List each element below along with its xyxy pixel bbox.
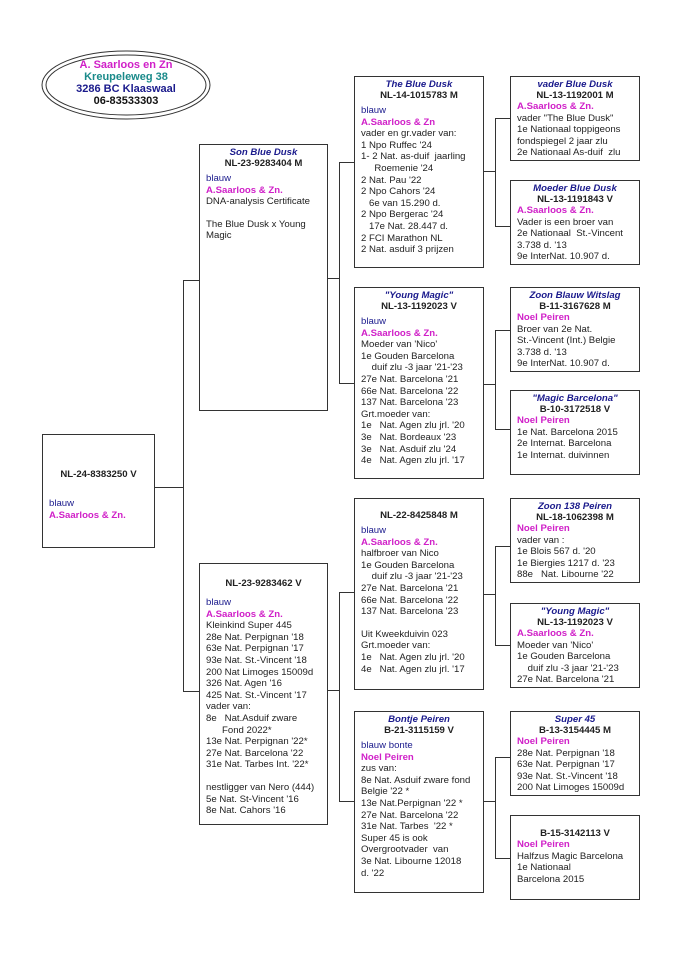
pigeon-info-line: 8e Nat. Cahors '16 [206, 805, 286, 817]
pigeon-ring-number: NL-13-1192023 V [381, 301, 457, 312]
pigeon-card-mf [354, 498, 484, 690]
pigeon-info-line: Halfzus Magic Barcelona [517, 850, 624, 862]
connector [339, 592, 340, 802]
pigeon-owner: A.Saarloos & Zn. [517, 205, 594, 216]
pigeon-info-line: 2 Npo Cahors '24 [361, 186, 436, 198]
pigeon-info-line: 93e Nat. St.-Vincent '18 [206, 654, 307, 666]
pigeon-info-line: duif zlu -3 jaar '21-'23 [361, 571, 463, 583]
pigeon-color: blauw [361, 525, 387, 536]
pigeon-info-line: 63e Nat. Perpignan '17 [206, 643, 304, 655]
pigeon-color: blauw [206, 597, 232, 608]
pigeon-owner: Noel Peiren [517, 312, 570, 323]
pigeon-card-fm [354, 287, 484, 479]
breeder-phone: 06-83533303 [93, 95, 159, 107]
pigeon-ring-number: NL-13-1192023 V [537, 617, 613, 628]
pigeon-name: The Blue Dusk [385, 79, 453, 90]
pigeon-info-line: vader "The Blue Dusk" [517, 112, 614, 124]
pigeon-ring-number: B-13-3154445 M [539, 725, 611, 736]
pigeon-owner: A.Saarloos & Zn. [361, 327, 438, 339]
pigeon-info-line: Barcelona 2015 [517, 873, 585, 885]
pigeon-info-line: 2 FCI Marathon NL [361, 232, 443, 244]
pigeon-info-line: 4e Nat. Agen zlu jrl. '17 [361, 455, 465, 467]
pigeon-info-line: 425 Nat. St.-Vincent '17 [206, 689, 307, 701]
pigeon-color: blauw [49, 498, 75, 509]
pigeon-info-line: 27e Nat. Barcelona '21 [361, 373, 459, 385]
pigeon-ring-number: NL-23-9283404 M [224, 158, 303, 169]
pigeon-info-line: 5e Nat. St-Vincent '16 [206, 793, 299, 805]
pigeon-name: Son Blue Dusk [229, 147, 298, 158]
pigeon-ring-number: B-21-3115159 V [384, 725, 454, 736]
pigeon-card-ff [354, 76, 484, 268]
pigeon-color: blauw bonte [361, 740, 413, 751]
pigeon-info-line: duif zlu -3 jaar '21-'23 [517, 662, 619, 674]
pigeon-info-line: 13e Nat. Perpignan '22* [206, 736, 308, 748]
pigeon-color: blauw [361, 316, 387, 327]
breeder-city: 3286 BC Klaaswaal [76, 83, 176, 95]
pigeon-info-line: 1 Npo Ruffec '24 [361, 139, 432, 151]
pigeon-info-line: 27e Nat. Barcelona '22 [361, 809, 459, 821]
pigeon-owner: A.Saarloos & Zn. [206, 608, 283, 620]
pigeon-name: "Magic Barcelona" [532, 393, 618, 404]
pigeon-info-line: 1e Nat. Barcelona 2015 [517, 426, 618, 438]
pigeon-owner: A.Saarloos & Zn. [49, 509, 126, 521]
connector [495, 757, 496, 859]
pigeon-info-line: 93e Nat. St.-Vincent '18 [517, 770, 618, 782]
pigeon-card-ffm [510, 180, 640, 265]
pigeon-info-line: 8e Nat. Asduif zware fond [361, 774, 471, 786]
pigeon-info-line: DNA-analysis Certificate [206, 196, 310, 208]
connector [183, 691, 199, 692]
pigeon-info-line: 13e Nat.Perpignan '22 * [361, 797, 463, 809]
pigeon-info-line: 66e Nat. Barcelona '22 [361, 594, 459, 606]
breeder-name: A. Saarloos en Zn [79, 59, 173, 71]
pigeon-card-mother [199, 563, 328, 825]
pigeon-info-line: Belgie '22 * [361, 786, 410, 798]
pigeon-ring-number: NL-18-1062398 M [536, 512, 614, 523]
pigeon-info-line: 2e Nationaal As-duif zlu [517, 147, 621, 159]
pigeon-info-line: 1e Nationaal [517, 862, 571, 874]
spacer [361, 618, 477, 629]
pigeon-card-mmf [510, 711, 640, 796]
pigeon-info-line: 1e Blois 567 d. '20 [517, 546, 596, 558]
pigeon-name: "Young Magic" [540, 606, 610, 617]
pigeon-owner: A.Saarloos & Zn. [361, 536, 438, 548]
breeder-street: Kreupeleweg 38 [84, 71, 168, 83]
pigeon-info-line: 3e Nat. Bordeaux '23 [361, 431, 457, 443]
pigeon-owner: Noel Peiren [517, 415, 570, 426]
connector [339, 801, 354, 802]
pigeon-info-line: 66e Nat. Barcelona '22 [361, 385, 459, 397]
connector [495, 645, 510, 646]
pigeon-info-line: 17e Nat. 28.447 d. [361, 220, 448, 232]
pigeon-info-line: halfbroer van Nico [361, 548, 439, 560]
pigeon-color: blauw [361, 105, 387, 116]
pigeon-info-line: 1e Nat. Agen zlu jrl. '20 [361, 420, 465, 432]
pigeon-info-line: Super 45 is ook [361, 832, 428, 844]
pigeon-card-father [199, 144, 328, 411]
connector [495, 330, 496, 430]
connector [495, 118, 510, 119]
connector [495, 546, 510, 547]
pigeon-owner: A.Saarloos & Zn. [206, 184, 283, 196]
pigeon-info-line: 27e Nat. Barcelona '22 [206, 747, 304, 759]
pigeon-name: "Young Magic" [384, 290, 454, 301]
pigeon-info-line: Kleinkind Super 445 [206, 620, 292, 632]
pigeon-info-line: 2e Internat. Barcelona [517, 438, 612, 450]
pigeon-name: vader Blue Dusk [537, 79, 613, 90]
pigeon-info-line: 137 Nat. Barcelona '23 [361, 397, 459, 409]
pigeon-info-line: 88e Nat. Libourne '22 [517, 569, 614, 581]
pigeon-info-line: 200 Nat Limoges 15009d [206, 666, 314, 678]
connector [339, 162, 354, 163]
pigeon-color: blauw [206, 173, 232, 184]
pigeon-name: Zoon Blauw Witslag [529, 290, 621, 301]
connector [495, 546, 496, 646]
pigeon-owner: Noel Peiren [517, 523, 570, 534]
pigeon-info-line: 3.738 d. '13 [517, 239, 567, 251]
pigeon-ring-number: NL-14-1015783 M [380, 90, 458, 101]
pigeon-ring-number: NL-22-8425848 M [380, 510, 458, 521]
pigeon-ring-number: NL-23-9283462 V [225, 578, 302, 589]
pigeon-info-line: 8e Nat.Asduif zware [206, 712, 298, 724]
pigeon-info-line: Vader is een broer van [517, 216, 614, 228]
pigeon-info-line: 28e Nat. Perpignan '18 [517, 747, 615, 759]
pigeon-info-line: 28e Nat. Perpignan '18 [206, 631, 304, 643]
connector [495, 429, 510, 430]
pigeon-info-line: 3e Nat. Asduif zlu '24 [361, 443, 457, 455]
pigeon-info-line: Grt.moeder van: [361, 640, 431, 652]
pigeon-info-line: 200 Nat Limoges 15009d [517, 782, 625, 794]
pigeon-card-fmf [510, 287, 640, 372]
spacer [206, 208, 321, 219]
pigeon-info-line: 27e Nat. Barcelona '21 [361, 582, 459, 594]
pigeon-card-mfm [510, 603, 640, 688]
pigeon-name: Super 45 [554, 714, 596, 725]
connector [495, 858, 510, 859]
connector [183, 280, 184, 692]
pigeon-card-mm [354, 711, 484, 893]
spacer [206, 771, 321, 782]
pigeon-owner: A.Saarloos & Zn. [517, 628, 594, 639]
connector [495, 226, 510, 227]
pigeon-name: Zoon 138 Peiren [537, 501, 613, 512]
pigeon-info-line: 2 Nat. asduif 3 prijzen [361, 244, 454, 256]
pigeon-info-line: zus van: [361, 763, 397, 775]
pigeon-info-line: Magic [206, 230, 232, 242]
pigeon-ring-number: NL-13-1191843 V [537, 194, 613, 205]
pigeon-info-line: 27e Nat. Barcelona '21 [517, 674, 615, 686]
pigeon-info-line: 1e Gouden Barcelona [361, 350, 455, 362]
pigeon-info-line: 3e Nat. Libourne 12018 [361, 855, 462, 867]
pigeon-info-line: The Blue Dusk x Young [206, 218, 306, 230]
pigeon-info-line: Moeder van 'Nico' [361, 339, 438, 351]
pigeon-info-line: 137 Nat. Barcelona '23 [361, 606, 459, 618]
pigeon-card-main [42, 434, 155, 548]
pigeon-ring-number: B-15-3142113 V [540, 828, 610, 839]
pigeon-info-line: 1e Gouden Barcelona [361, 559, 455, 571]
connector [339, 383, 354, 384]
pigeon-info-line: duif zlu -3 jaar '21-'23 [361, 362, 463, 374]
pigeon-info-line: 9e InterNat. 10.907 d. [517, 251, 610, 263]
pigeon-info-line: 1e Gouden Barcelona [517, 651, 611, 663]
pigeon-ring-number: B-11-3167628 M [539, 301, 611, 312]
pigeon-info-line: Fond 2022* [206, 724, 272, 736]
pigeon-info-line: 1e Internat. duivinnen [517, 449, 610, 461]
pigeon-info-line: 2 Nat. Pau '22 [361, 174, 422, 186]
connector [339, 162, 340, 384]
pigeon-card-mmm [510, 815, 640, 900]
pigeon-info-line: 9e InterNat. 10.907 d. [517, 358, 610, 370]
pigeon-name: Moeder Blue Dusk [533, 183, 617, 194]
pigeon-info-line: 4e Nat. Agen zlu jrl. '17 [361, 663, 465, 675]
pigeon-info-line: 6e van 15.290 d. [361, 197, 441, 209]
pigeon-info-line: Uit Kweekduivin 023 [361, 628, 448, 640]
pigeon-info-line: vader en gr.vader van: [361, 128, 457, 140]
pigeon-card-fff [510, 76, 640, 161]
pigeon-info-line: St.-Vincent (Int.) Belgie [517, 335, 616, 347]
pigeon-card-mff [510, 498, 640, 583]
pigeon-info-line: d. '22 [361, 867, 385, 879]
pigeon-ring-number: B-10-3172518 V [539, 404, 611, 415]
pigeon-owner: Noel Peiren [517, 839, 570, 850]
connector [154, 487, 184, 488]
pigeon-info-line: 1- 2 Nat. as-duif jaarling [361, 151, 466, 163]
pigeon-owner: Noel Peiren [361, 751, 414, 763]
connector [183, 280, 199, 281]
pigeon-info-line: 1e Biergies 1217 d. '23 [517, 557, 615, 569]
pigeon-ring-number: NL-24-8383250 V [60, 469, 137, 480]
pigeon-info-line: nestligger van Nero (444) [206, 781, 315, 793]
pigeon-info-line: Moeder van 'Nico' [517, 639, 594, 651]
connector [495, 118, 496, 227]
connector [495, 757, 510, 758]
pigeon-card-fmm [510, 390, 640, 475]
pigeon-info-line: 1e Nat. Agen zlu jrl. '20 [361, 651, 465, 663]
pigeon-info-line: 31e Nat. Tarbes Int. '22* [206, 759, 309, 771]
pigeon-info-line: vader van: [206, 701, 251, 713]
pigeon-ring-number: NL-13-1192001 M [536, 90, 614, 101]
pigeon-info-line: 1e Nationaal toppigeons [517, 124, 621, 136]
pigeon-info-line: 326 Nat. Agen '16 [206, 678, 282, 690]
pigeon-info-line: 31e Nat. Tarbes '22 * [361, 821, 453, 833]
pigeon-info-line: 3.738 d. '13 [517, 346, 567, 358]
pigeon-info-line: fondspiegel 2 jaar zlu [517, 135, 608, 147]
pigeon-info-line: Roemenie '24 [361, 162, 434, 174]
breeder-header [40, 49, 212, 121]
pigeon-info-line: vader van : [517, 534, 565, 546]
pigeon-info-line: 63e Nat. Perpignan '17 [517, 759, 615, 771]
pigeon-info-line: Overgrootvader van [361, 844, 449, 856]
pigeon-info-line: 2e Nationaal St.-Vincent [517, 228, 623, 240]
pigeon-owner: A.Saarloos & Zn. [517, 101, 594, 112]
pigeon-owner: A.Saarloos & Zn [361, 116, 436, 128]
pigeon-name: Bontje Peiren [388, 714, 450, 725]
pigeon-owner: Noel Peiren [517, 736, 570, 747]
connector [339, 592, 354, 593]
pigeon-info-line: 2 Npo Bergerac '24 [361, 209, 444, 221]
pigeon-info-line: Broer van 2e Nat. [517, 323, 593, 335]
connector [495, 330, 510, 331]
pigeon-info-line: Grt.moeder van: [361, 408, 431, 420]
